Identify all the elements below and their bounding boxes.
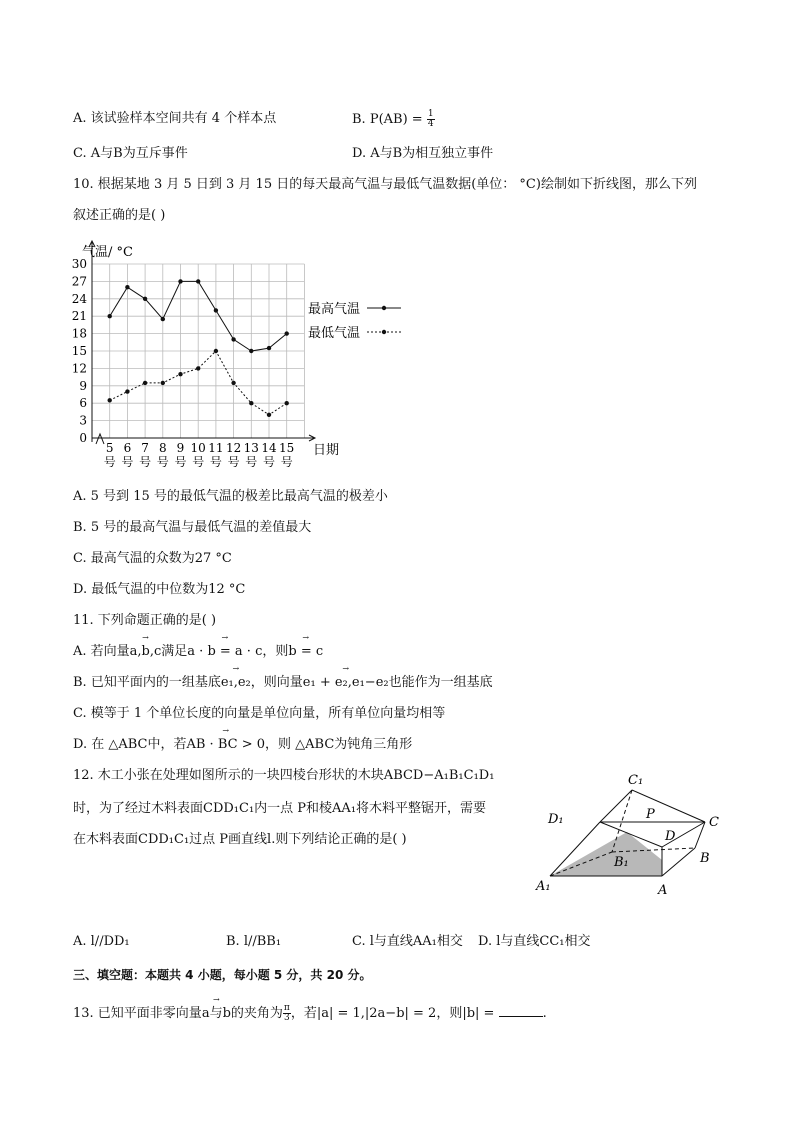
q11-b-vectors: → e₁ + e₂,e₁−e₂ bbox=[303, 674, 389, 692]
q12-option-d: D. l与直线CC₁相交 bbox=[478, 934, 591, 949]
legend-label: 最低气温 bbox=[308, 326, 361, 341]
x-tick-suffix: 号 bbox=[262, 455, 276, 469]
data-point bbox=[108, 314, 112, 318]
q11-d-text2: ，则 △ABC为钝角三角形 bbox=[265, 737, 413, 752]
y-tick-label: 12 bbox=[71, 361, 87, 376]
q10-option-c: C. 最高气温的众数为27 °C bbox=[73, 551, 232, 566]
q11-b-text1: B. 已知平面内的一组基底 bbox=[73, 675, 221, 690]
frustum-figure bbox=[530, 770, 730, 900]
q13-text1: 13. 已知平面非零向量 bbox=[73, 1006, 202, 1021]
x-tick-suffix: 号 bbox=[209, 455, 222, 469]
x-tick-suffix: 号 bbox=[103, 455, 116, 469]
q13-text3: ，若|a| = 1,|2a−b| = 2，则|b| = bbox=[290, 1006, 499, 1021]
q13-end: . bbox=[542, 1006, 547, 1021]
x-tick-suffix: 号 bbox=[121, 455, 134, 469]
q13-fraction bbox=[283, 1004, 291, 1023]
q11-a-expr: → a · b = a · c bbox=[187, 643, 262, 661]
data-point bbox=[231, 337, 235, 341]
x-tick-label: 8 bbox=[158, 441, 167, 455]
q10-option-d: D. 最低气温的中位数为12 °C bbox=[73, 582, 246, 597]
x-tick-label: 9 bbox=[176, 441, 185, 455]
q9-option-b-fraction bbox=[427, 110, 435, 129]
legend-marker bbox=[382, 330, 386, 334]
fraction-denominator: 4 bbox=[427, 119, 434, 129]
q12-option-c: C. l与直线AA₁相交 bbox=[352, 934, 463, 949]
y-tick-label: 9 bbox=[79, 378, 87, 393]
label-a: A bbox=[658, 883, 668, 898]
q13-stem bbox=[73, 1004, 547, 1023]
data-point bbox=[178, 372, 182, 376]
edge-a-b bbox=[662, 848, 695, 876]
q13-text2: 的夹角为 bbox=[230, 1006, 283, 1021]
y-axis-label: 气温/ °C bbox=[82, 245, 133, 260]
data-point bbox=[143, 381, 147, 385]
y-tick-labels bbox=[72, 257, 88, 445]
x-tick-suffix: 号 bbox=[245, 455, 258, 469]
fraction-numerator: π bbox=[283, 1003, 290, 1013]
edge-c-b bbox=[695, 822, 705, 848]
q12-option-b: B. l//BB₁ bbox=[226, 934, 282, 949]
chart-axes bbox=[89, 241, 315, 444]
axis-break-mark bbox=[96, 434, 104, 444]
x-tick-label: 10 bbox=[190, 441, 206, 455]
q12-line3: 在木料表面CDD₁C₁过点 P画直线l.则下列结论正确的是( ) bbox=[73, 832, 407, 847]
q11-a-conclusion: → b = c bbox=[288, 643, 323, 661]
y-tick-label: 18 bbox=[71, 326, 87, 341]
data-point bbox=[125, 389, 129, 393]
label-p: P bbox=[646, 807, 655, 822]
q10-option-a: A. 5 号到 15 号的最低气温的极差比最高气温的极差小 bbox=[73, 489, 388, 504]
q10-stem-line2: 叙述正确的是( ) bbox=[73, 208, 166, 223]
data-point bbox=[285, 401, 289, 405]
q11-a-text2: 满足 bbox=[161, 644, 188, 659]
q11-option-c: C. 模等于 1 个单位长度的向量是单位向量，所有单位向量均相等 bbox=[73, 706, 446, 721]
x-tick-label: 13 bbox=[243, 441, 259, 455]
x-tick-suffix: 号 bbox=[227, 455, 240, 469]
data-point bbox=[231, 381, 235, 385]
data-point bbox=[161, 317, 165, 321]
x-tick-suffix: 号 bbox=[192, 455, 205, 469]
label-c: C bbox=[709, 815, 719, 830]
data-point bbox=[125, 285, 129, 289]
q11-option-a bbox=[73, 643, 323, 661]
q12-line2: 时，为了经过木料表面CDD₁C₁内一点 P和棱AA₁将木料平整锯开，需要 bbox=[73, 801, 487, 816]
data-point bbox=[249, 349, 253, 353]
data-point bbox=[161, 381, 165, 385]
cut-plane-shading bbox=[550, 832, 662, 876]
q9-option-c: C. A与B为互斥事件 bbox=[73, 146, 188, 161]
x-tick-label: 6 bbox=[123, 441, 132, 455]
data-point bbox=[214, 349, 218, 353]
q11-option-d bbox=[73, 736, 412, 754]
q11-b-basis: → e₁,e₂ bbox=[221, 674, 251, 692]
chart-legend bbox=[308, 301, 401, 341]
label-c1: C₁ bbox=[628, 773, 644, 788]
q11-b-text2: ，则向量 bbox=[250, 675, 303, 690]
y-tick-label: 15 bbox=[71, 344, 87, 358]
x-tick-suffix: 号 bbox=[174, 455, 187, 469]
x-tick-label: 7 bbox=[141, 441, 149, 455]
x-axis-label: 日期 bbox=[313, 443, 340, 458]
q10-option-b: B. 5 号的最高气温与最低气温的差值最大 bbox=[73, 520, 312, 535]
q11-b-text3: 也能作为一组基底 bbox=[388, 675, 493, 690]
y-tick-label: 3 bbox=[79, 413, 87, 428]
data-point bbox=[249, 401, 253, 405]
legend-marker bbox=[382, 306, 386, 310]
q11-d-text1: D. 在 △ABC中，若 bbox=[73, 737, 187, 752]
label-a1: A₁ bbox=[536, 879, 551, 894]
x-tick-suffix: 号 bbox=[280, 455, 293, 469]
y-tick-label: 30 bbox=[71, 257, 87, 271]
label-b1: B₁ bbox=[614, 855, 629, 870]
q12-line1: 12. 木工小张在处理如图所示的一块四棱台形状的木块ABCD−A₁B₁C₁D₁ bbox=[73, 768, 495, 783]
data-point bbox=[267, 346, 271, 350]
answer-blank[interactable] bbox=[499, 1004, 543, 1017]
section-heading: 三、填空题：本题共 4 小题，每小题 5 分，共 20 分。 bbox=[73, 968, 372, 982]
q10-stem-line1: 10. 根据某地 3 月 5 日到 3 月 15 日的每天最高气温与最低气温数据(单位： °C)绘制如下折线图，那么下列 bbox=[73, 177, 697, 192]
fraction-denominator: 3 bbox=[284, 1013, 290, 1023]
y-tick-label: 0 bbox=[79, 431, 87, 445]
x-tick-label: 11 bbox=[208, 441, 224, 455]
x-tick-label: 12 bbox=[225, 441, 242, 455]
y-tick-label: 6 bbox=[79, 396, 87, 411]
fraction-numerator: 1 bbox=[427, 109, 434, 119]
edge-c1-c bbox=[632, 790, 705, 822]
q9-option-b bbox=[352, 110, 435, 129]
data-point bbox=[108, 398, 112, 402]
x-tick-label: 5 bbox=[105, 441, 114, 455]
q12-option-a: A. l//DD₁ bbox=[73, 934, 130, 949]
x-tick-suffix: 号 bbox=[139, 455, 152, 469]
q11-a-vectors: → a,b,c bbox=[130, 643, 162, 661]
data-point bbox=[178, 279, 182, 283]
data-point bbox=[196, 279, 200, 283]
q9-option-d: D. A与B为相互独立事件 bbox=[352, 146, 494, 161]
q9-option-a: A. 该试验样本空间共有 4 个样本点 bbox=[73, 111, 277, 126]
q11-stem: 11. 下列命题正确的是( ) bbox=[73, 613, 217, 628]
y-tick-label: 24 bbox=[71, 291, 87, 306]
label-d1: D₁ bbox=[548, 812, 564, 827]
q11-d-expr: → AB · BC > 0 bbox=[186, 736, 265, 754]
data-point bbox=[196, 366, 200, 370]
data-point bbox=[267, 413, 271, 417]
y-tick-label: 27 bbox=[71, 274, 87, 289]
q9-option-b-prefix: B. P(AB) = bbox=[352, 112, 427, 127]
y-tick-label: 21 bbox=[71, 309, 87, 324]
q11-a-text1: A. 若向量 bbox=[73, 644, 130, 659]
x-tick-labels bbox=[104, 441, 295, 469]
data-point bbox=[143, 297, 147, 301]
temperature-line-chart bbox=[70, 236, 420, 472]
label-b: B bbox=[700, 851, 710, 866]
x-tick-label: 14 bbox=[261, 441, 277, 455]
label-d: D bbox=[665, 829, 676, 844]
q11-option-b bbox=[73, 674, 493, 692]
x-tick-suffix: 号 bbox=[156, 455, 169, 469]
q13-vectors: → a与b bbox=[202, 1005, 231, 1023]
data-point bbox=[285, 331, 289, 335]
x-tick-label: 15 bbox=[279, 441, 295, 455]
data-point bbox=[214, 308, 218, 312]
legend-label: 最高气温 bbox=[308, 302, 361, 317]
q11-a-text3: ，则 bbox=[262, 644, 289, 659]
